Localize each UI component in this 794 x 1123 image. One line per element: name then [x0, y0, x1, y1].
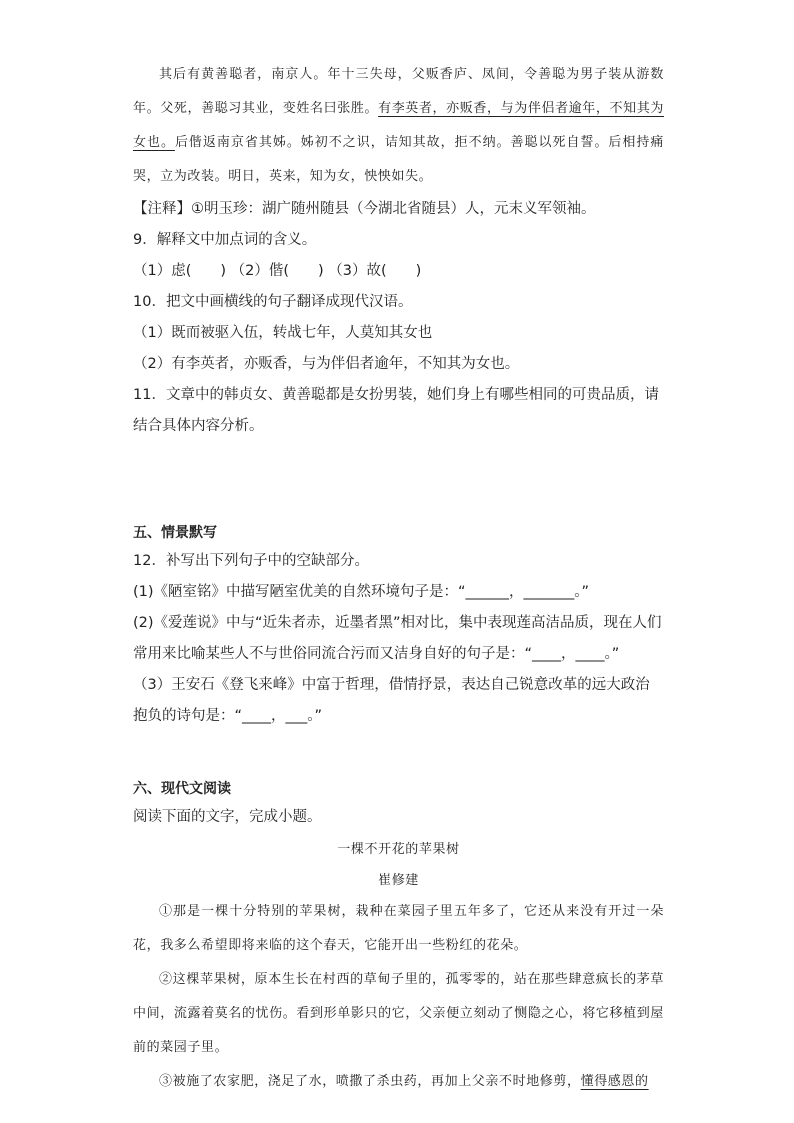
question-10-1: （1）既而被驱入伍，转战七年，人莫知其女也 — [133, 325, 433, 341]
section-5-heading: 五、情景默写 — [133, 525, 217, 541]
page-content — [133, 58, 664, 1099]
question-12: 12．补写出下列句子中的空缺部分。 — [133, 553, 369, 569]
article-underlined-phrase: 懂得感恩的 — [580, 1074, 649, 1089]
question-10: 10．把文中画横线的句子翻译成现代汉语。 — [133, 294, 413, 310]
answer-space — [133, 442, 664, 520]
article-author: 崔修建 — [378, 873, 419, 888]
question-12-2: (2)《爱莲说》中与“近朱者赤，近墨者黑”相对比，集中表现莲高洁品质，现在人们常用来比喻某些人不与世俗同流合污而又洁身自好的句子是：“____，____。” — [133, 615, 662, 662]
classical-passage — [133, 58, 664, 194]
article-paragraph-1: ①那是一棵十分特别的苹果树，栽种在菜园子里五年多了，它还从来没有开过一朵花，我多么希望即将来临的这个春天，它能开出一些粉红的花朵。 — [133, 904, 664, 953]
classical-text-a: 其后有黄善聪者，南京人。年十三失母，父贩香庐、凤间，令善聪为男子装从游数年。父死，善聪习其业，变姓名曰张胜。 — [133, 67, 664, 116]
article-paragraph-3-text: ③被施了农家肥，浇足了水，喷撒了杀虫药，再加上父亲不时地修剪， — [159, 1074, 581, 1089]
article-title: 一棵不开花的苹果树 — [337, 842, 460, 857]
question-9-items: （1）虑( ) （2）偕( ) （3）故( ) — [133, 263, 422, 279]
question-11: 11．文章中的韩贞女、黄善聪都是女扮男装，她们身上有哪些相同的可贵品质，请结合具体内容分析。 — [133, 387, 659, 434]
annotation-note: 【注释】①明玉珍：湖广随州随县（今湖北省随县）人，元末义军领袖。 — [133, 201, 596, 217]
question-12-3: （3）王安石《登飞来峰》中富于哲理，借情抒景，表达自己锐意改革的远大政治抱负的诗句是：“____，___。” — [133, 677, 650, 724]
reading-intro: 阅读下面的文字，完成小题。 — [133, 809, 322, 825]
classical-text-b: 后偕返南京省其姊。姊初不之识，诘知其故，拒不纳。善聪以死自誓。后相持痛哭，立为改装。明日，英来，知为女，怏怏如失。 — [133, 135, 664, 184]
question-12-1: (1)《陋室铭》中描写陋室优美的自然环境句子是：“______，_______。” — [133, 584, 590, 600]
question-9: 9．解释文中加点词的含义。 — [133, 232, 317, 248]
question-10-2: （2）有李英者，亦贩香，与为伴侣者逾年，不知其为女也。 — [133, 356, 520, 372]
section-6-heading: 六、现代文阅读 — [133, 781, 231, 797]
article-paragraph-2: ②这棵苹果树，原本生长在村西的草甸子里的，孤零零的，站在那些肆意疯长的茅草中间，流露着莫名的忧伤。看到形单影只的它，父亲便立刻动了恻隐之心，将它移植到屋前的菜园子里。 — [133, 972, 664, 1055]
article-paragraph-3 — [133, 1065, 664, 1099]
underlined-sentence: 有李英者，亦贩香，与为伴侣者逾年，不知其为女也。 — [133, 101, 664, 150]
section-gap — [133, 732, 664, 776]
